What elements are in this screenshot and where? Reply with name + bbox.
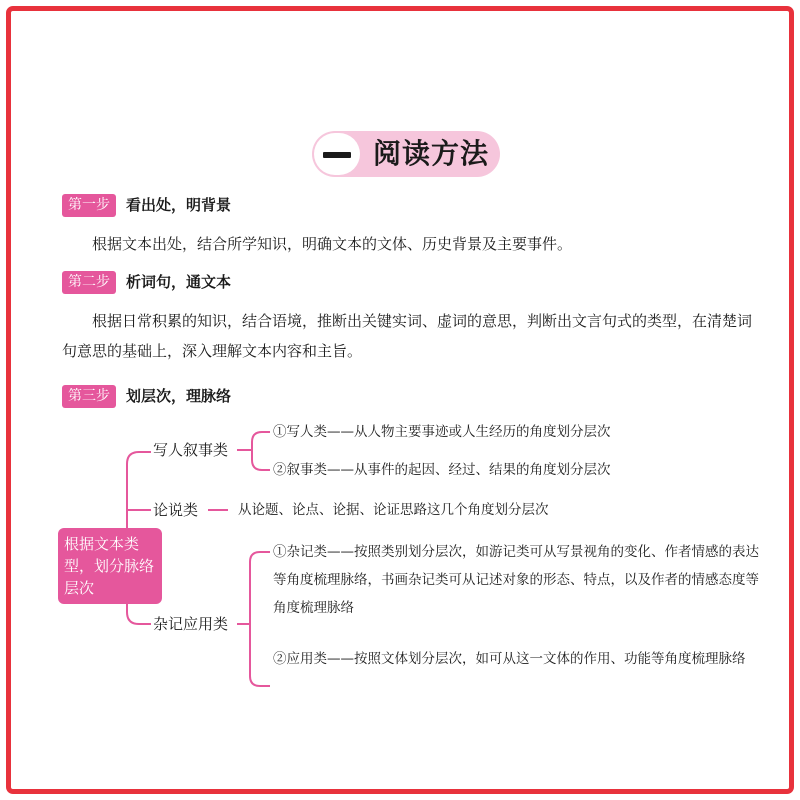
- step-1-text: 根据文本出处，结合所学知识，明确文本的文体、历史背景及主要事件。: [92, 235, 573, 253]
- step-1-badge: 第一步: [62, 194, 116, 217]
- mindmap-root: 根据文本类型，划分脉络层次: [58, 528, 162, 604]
- mindmap-leaf-character: ①写人类——从人物主要事迹或人生经历的角度划分层次: [273, 424, 611, 440]
- mindmap-branch-argumentative: 论说类: [153, 501, 199, 519]
- step-3-title: 划层次，理脉络: [126, 387, 232, 405]
- mindmap-branch-narrative: 写人叙事类: [153, 441, 229, 459]
- mindmap-leaf-miscellany: ①杂记类——按照类别划分层次，如游记类可从写景视角的变化、作者情感的表达等角度梳理脉络，书画杂记类可从记述对象的形态、特点，以及作者的情感态度等角度梳理脉络: [273, 544, 759, 616]
- section-title: 阅读方法: [373, 137, 490, 170]
- mindmap-leaf-practical: ②应用类——按照文体划分层次，如可从这一文体的作用、功能等角度梳理脉络: [273, 651, 746, 667]
- step-2-text: 根据日常积累的知识，结合语境，推断出关键实词、虚词的意思，判断出文言句式的类型，在清楚词句意思的基础上，深入理解文本内容和主旨。: [62, 312, 753, 360]
- step-2-badge: 第二步: [62, 271, 116, 294]
- mindmap-leaf-event: ②叙事类——从事件的起因、经过、结果的角度划分层次: [273, 462, 611, 478]
- mindmap-branch-miscellany: 杂记应用类: [153, 615, 229, 633]
- step-1-title: 看出处，明背景: [126, 196, 232, 214]
- step-2-title: 析词句，通文本: [126, 273, 232, 291]
- step-3-badge: 第三步: [62, 385, 116, 408]
- mindmap-leaf-argument: 从论题、论点、论据、论证思路这几个角度划分层次: [238, 502, 549, 518]
